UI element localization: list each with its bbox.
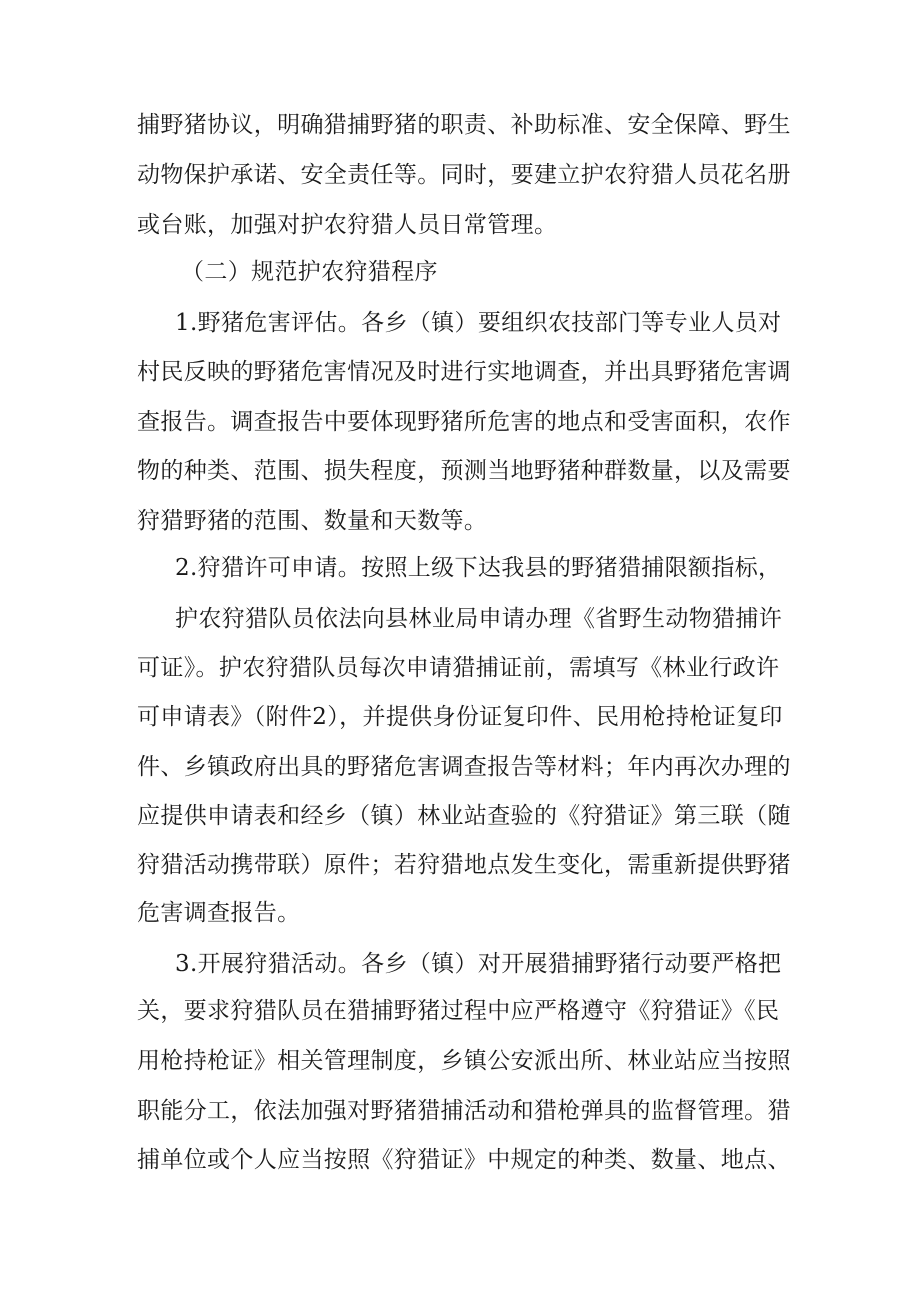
body-line-8: 物的种类、范围、损失程度，预测当地野猪种群数量，以及需要 <box>137 458 791 484</box>
body-line-10: 2.狩猎许可申请。按照上级下达我县的野猪猎捕限额指标， <box>175 555 782 581</box>
body-line-5: 1.野猪危害评估。各乡（镇）要组织农技部门等专业人员对 <box>175 310 782 336</box>
body-line-12: 可证》。护农狩猎队员每次申请猎捕证前，需填写《林业行政许 <box>137 655 780 681</box>
body-line-1: 捕野猪协议，明确猎捕野猪的职责、补助标准、安全保障、野生 <box>137 112 791 138</box>
body-line-7: 查报告。调查报告中要体现野猪所危害的地点和受害面积，农作 <box>137 409 791 435</box>
body-line-2: 动物保护承诺、安全责任等。同时，要建立护农狩猎人员花名册 <box>137 162 791 188</box>
body-line-3: 或台账，加强对护农狩猎人员日常管理。 <box>137 212 558 238</box>
body-line-14: 件、乡镇政府出具的野猪危害调查报告等材料；年内再次办理的 <box>137 754 791 780</box>
body-line-20: 用枪持枪证》相关管理制度，乡镇公安派出所、林业站应当按照 <box>137 1048 791 1074</box>
body-line-18: 3.开展狩猎活动。各乡（镇）对开展猎捕野猪行动要严格把 <box>175 951 782 977</box>
body-line-9: 狩猎野猪的范围、数量和天数等。 <box>137 508 488 534</box>
body-line-21: 职能分工，依法加强对野猪猎捕活动和猎枪弹具的监督管理。猎 <box>137 1098 791 1124</box>
body-line-19: 关，要求狩猎队员在猎捕野猪过程中应严格遵守《狩猎证》《民 <box>137 998 780 1024</box>
body-line-22: 捕单位或个人应当按照《狩猎证》中规定的种类、数量、地点、 <box>137 1147 791 1173</box>
body-line-13: 可申请表》（附件2），并提供身份证复印件、民用枪持枪证复印 <box>137 704 783 730</box>
body-line-11: 护农狩猎队员依法向县林业局申请办理《省野生动物猎捕许 <box>175 606 783 632</box>
body-line-17: 危害调查报告。 <box>137 900 301 926</box>
section-heading: （二）规范护农狩猎程序 <box>181 259 438 285</box>
body-line-6: 村民反映的野猪危害情况及时进行实地调查，并出具野猪危害调 <box>137 359 791 385</box>
body-line-16: 狩猎活动携带联）原件；若狩猎地点发生变化，需重新提供野猪 <box>137 852 791 878</box>
body-line-15: 应提供申请表和经乡（镇）林业站查验的《狩猎证》第三联（随 <box>137 803 791 829</box>
